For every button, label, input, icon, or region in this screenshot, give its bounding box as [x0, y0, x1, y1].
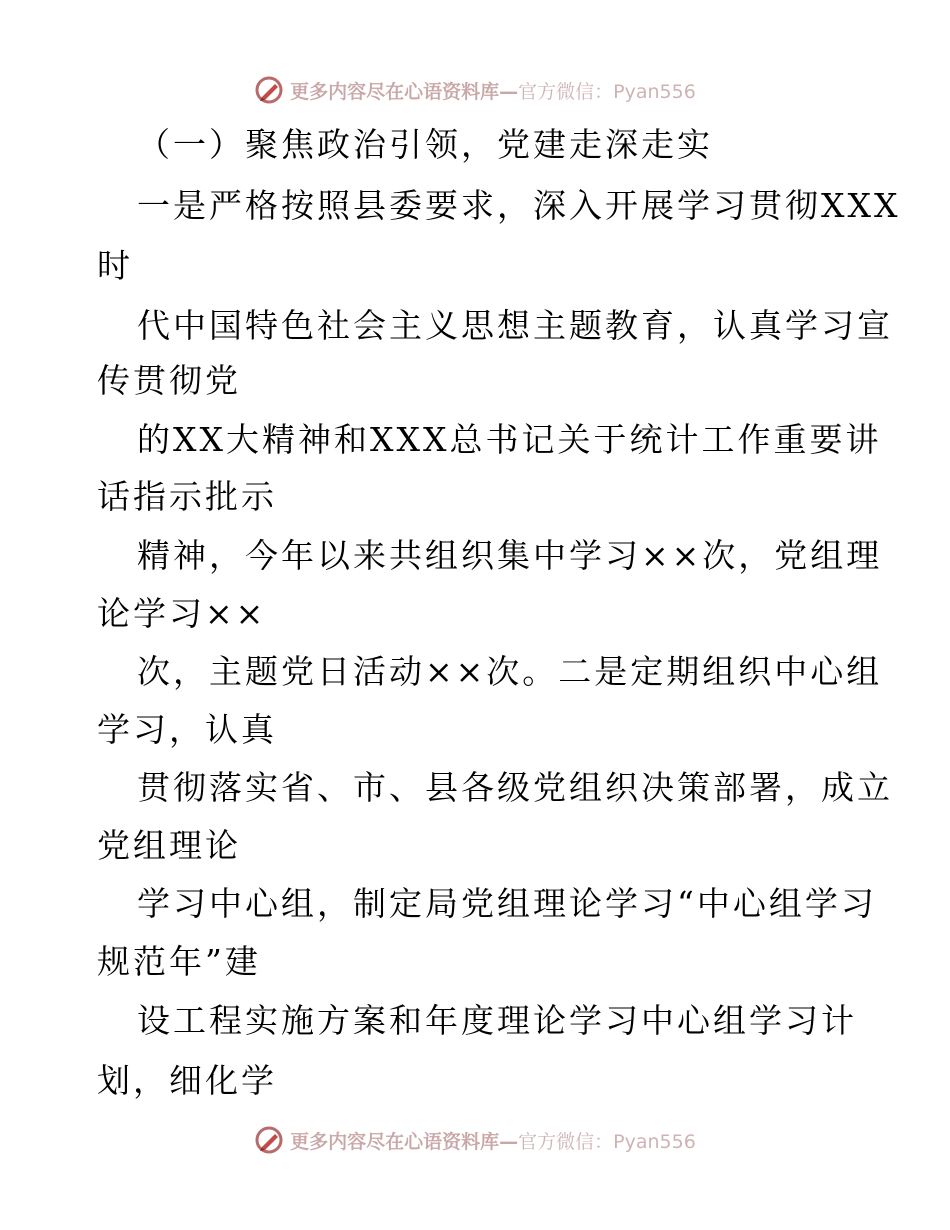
paragraph-line: 论学习×× [97, 594, 267, 633]
paragraph-line: 代中国特色社会主义思想主题教育，认真学习宣 [137, 306, 893, 345]
header-watermark-banner [0, 70, 950, 110]
paragraph-line: 学习，认真 [97, 710, 277, 749]
paragraph-line: 时 [97, 246, 133, 285]
paragraph-line: 次，主题党日活动××次。二是定期组织中心组 [137, 652, 883, 691]
paragraph-line: 传贯彻党 [97, 361, 241, 400]
paragraph-line: 话指示批示 [97, 477, 277, 516]
footer-watermark-banner [0, 1120, 950, 1160]
paragraph-line: 设工程实施方案和年度理论学习中心组学习计 [137, 1001, 857, 1040]
paragraph-line: 划，细化学 [97, 1061, 277, 1100]
paragraph-line: 学习中心组，制定局党组理论学习“中心组学习 [137, 884, 877, 923]
paragraph-line: 一是严格按照县委要求，深入开展学习贯彻XXX [137, 186, 901, 225]
paragraph-line: 党组理论 [97, 826, 241, 865]
section-heading: （一）聚焦政治引领，党建走深走实 [137, 125, 713, 164]
paragraph-line: 贯彻落实省、市、县各级党组织决策部署，成立 [137, 768, 893, 807]
pen-logo-icon [254, 75, 284, 105]
paragraph-line: 的XX大精神和XXX总书记关于统计工作重要讲 [137, 420, 882, 459]
paragraph-line: 精神，今年以来共组织集中学习××次，党组理 [137, 536, 883, 575]
banner-text: 更多内容尽在心语资料库—官方微信：Pyan556 [290, 80, 696, 103]
paragraph-line: 规范年”建 [97, 942, 261, 981]
banner-text: 更多内容尽在心语资料库—官方微信：Pyan556 [290, 1130, 696, 1153]
pen-logo-icon [254, 1125, 284, 1155]
